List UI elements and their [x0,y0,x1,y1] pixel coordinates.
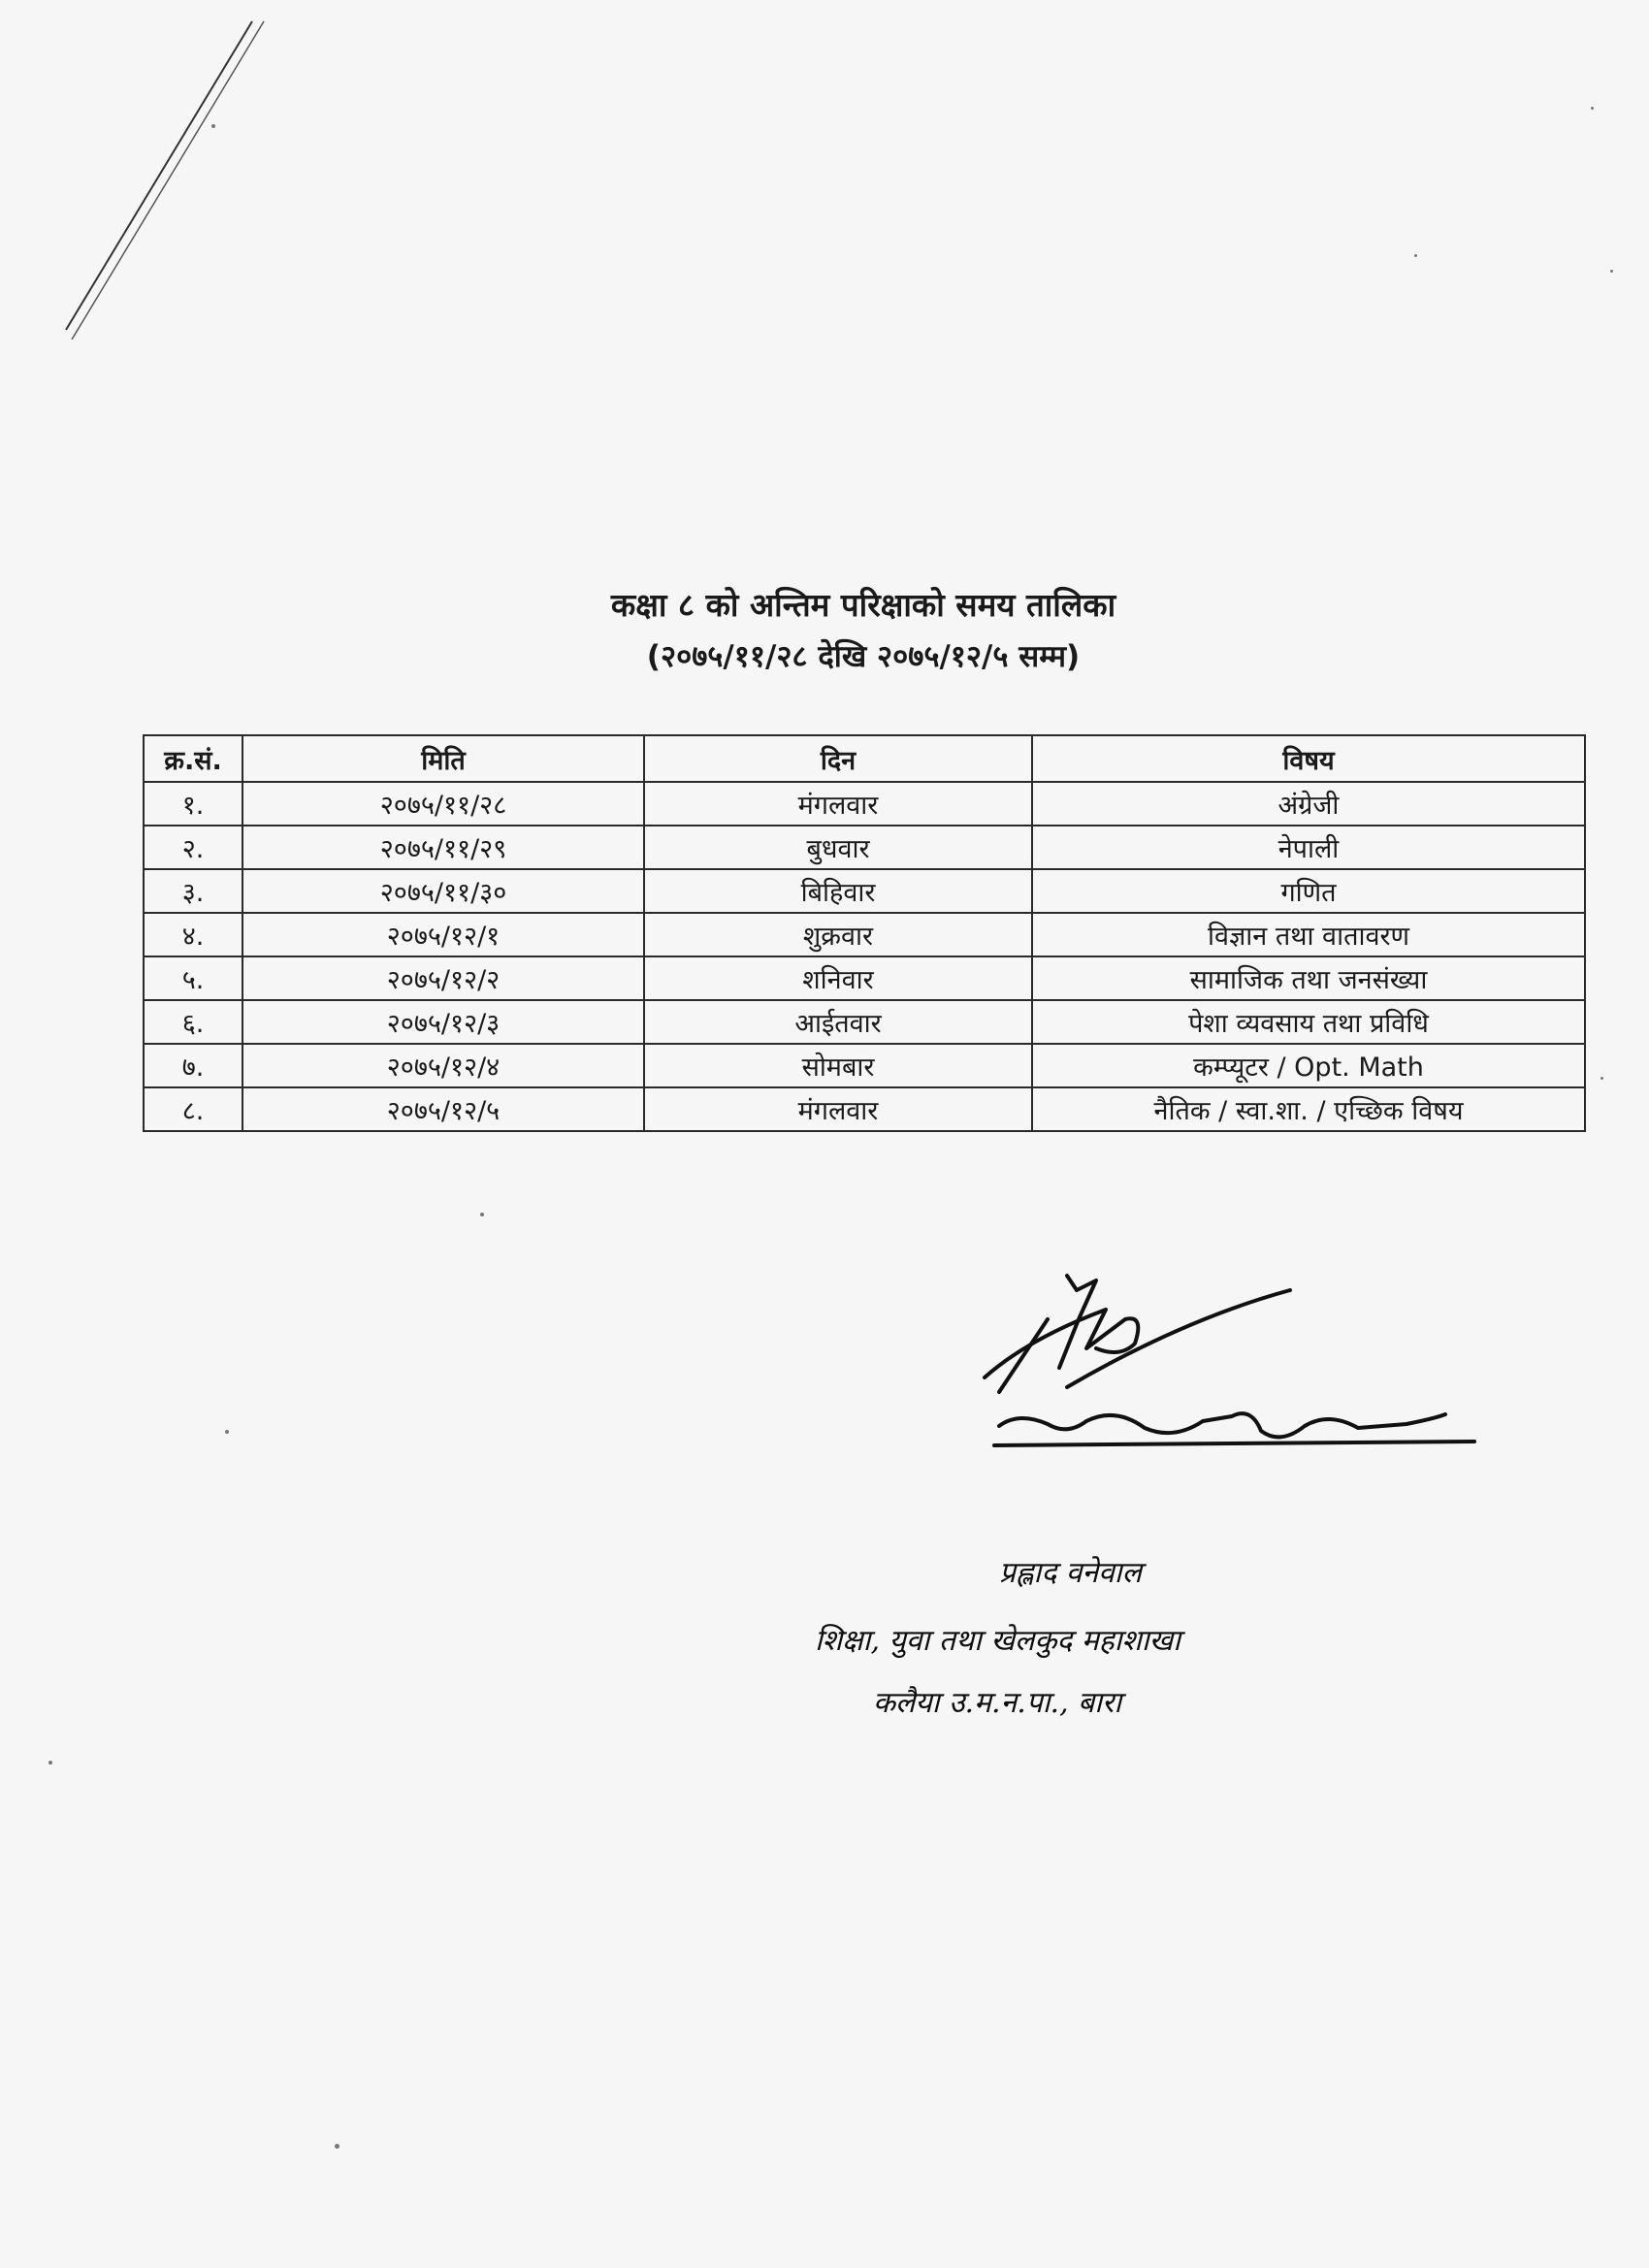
cell-day: सोमबार [644,1044,1032,1087]
cell-subject: सामाजिक तथा जनसंख्या [1032,956,1585,1000]
table-row [144,1044,1585,1087]
cell-date: २०७५/११/२९ [242,826,644,869]
table-row [144,782,1585,826]
exam-schedule-table [143,734,1586,1132]
cell-subject: कम्प्यूटर / Opt. Math [1032,1044,1585,1087]
cell-day: मंगलवार [644,1087,1032,1131]
cell-subject: गणित [1032,869,1585,913]
table-row [144,956,1585,1000]
header-serial: क्र.सं. [144,735,242,782]
scan-speck [1600,1077,1603,1080]
cell-serial: ८. [144,1087,242,1131]
cell-serial: ६. [144,1000,242,1044]
signatory-title: शिक्षा, युवा तथा खेलकुद महाशाखा [815,1624,1180,1658]
cell-serial: ५. [144,956,242,1000]
cell-serial: ७. [144,1044,242,1087]
cell-subject: पेशा व्यवसाय तथा प्रविधि [1032,1000,1585,1044]
table-row [144,913,1585,956]
scan-speck [335,2144,340,2149]
cell-serial: ३. [144,869,242,913]
scan-speck [480,1213,484,1216]
table-header-row [144,735,1585,782]
cell-date: २०७५/११/३० [242,869,644,913]
table-row [144,826,1585,869]
cell-subject: विज्ञान तथा वातावरण [1032,913,1585,956]
header-subject: विषय [1032,735,1585,782]
corner-fold-lines [58,19,272,340]
cell-serial: २. [144,826,242,869]
cell-day: आईतवार [644,1000,1032,1044]
cell-day: मंगलवार [644,782,1032,826]
cell-subject: नेपाली [1032,826,1585,869]
header-date: मिति [242,735,644,782]
cell-day: शनिवार [644,956,1032,1000]
cell-date: २०७५/१२/४ [242,1044,644,1087]
header-day: दिन [644,735,1032,782]
scan-speck [48,1761,52,1765]
cell-day: बुधवार [644,826,1032,869]
table-row [144,1000,1585,1044]
signature-block [815,1552,1610,1725]
cell-date: २०७५/१२/१ [242,913,644,956]
cell-date: २०७५/११/२८ [242,782,644,826]
signatory-name: प्रह्लाद वनेवाल [999,1556,1142,1590]
table-row [144,1087,1585,1131]
cell-day: शुक्रवार [644,913,1032,956]
scan-speck [1414,254,1417,257]
title-block [0,582,1649,679]
table-row [144,869,1585,913]
cell-date: २०७५/१२/५ [242,1087,644,1131]
handwritten-signature [776,1251,1649,1571]
scan-speck [1610,270,1613,273]
document-subtitle: (२०७५/११/२८ देखि २०७५/१२/५ सम्म) [646,639,1081,674]
document-title: कक्षा ८ को अन्तिम परिक्षाको समय तालिका [610,586,1116,624]
cell-subject: नैतिक / स्वा.शा. / एच्छिक विषय [1032,1087,1585,1131]
scan-speck [1591,107,1594,110]
cell-date: २०७५/१२/३ [242,1000,644,1044]
cell-date: २०७५/१२/२ [242,956,644,1000]
signatory-office: कलैया उ.म.न.पा., बारा [873,1686,1122,1720]
cell-serial: ४. [144,913,242,956]
cell-day: बिहिवार [644,869,1032,913]
scan-speck [225,1430,229,1434]
scan-speck [211,124,215,128]
cell-subject: अंग्रेजी [1032,782,1585,826]
cell-serial: १. [144,782,242,826]
